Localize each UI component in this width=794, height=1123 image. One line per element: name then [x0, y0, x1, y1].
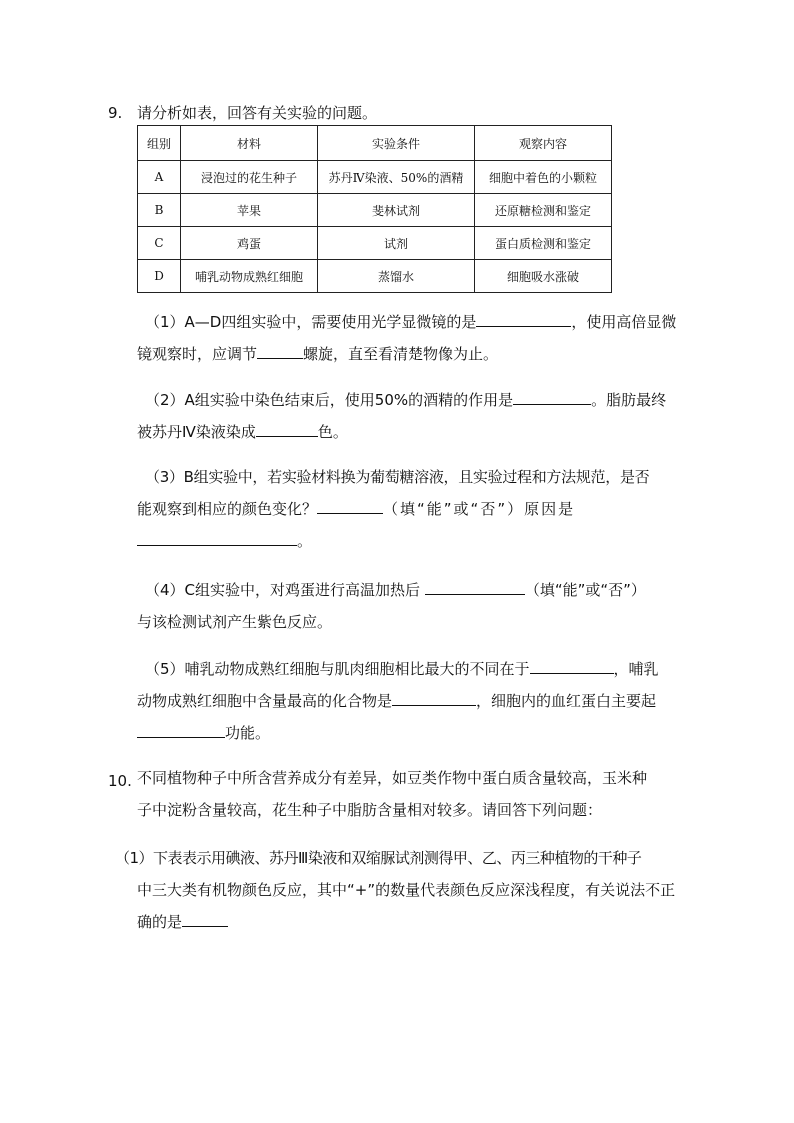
answer-blank[interactable] — [256, 418, 318, 437]
table-cell: D — [138, 260, 181, 293]
q10-part-1 — [115, 842, 705, 938]
q9-part-3-text: 。 — [297, 532, 313, 550]
table-row — [138, 161, 612, 194]
answer-blank[interactable] — [137, 719, 225, 738]
table-cell: 还原糖检测和鉴定 — [475, 194, 612, 227]
answer-blank[interactable] — [476, 308, 571, 327]
table-cell: 浸泡过的花生种子 — [181, 161, 318, 194]
q9-part-2 — [137, 384, 697, 448]
answer-blank[interactable] — [392, 687, 476, 706]
table-cell: B — [138, 194, 181, 227]
q9-part-1 — [137, 306, 697, 370]
table-header-row — [138, 126, 612, 161]
table-cell: 哺乳动物成熟红细胞 — [181, 260, 318, 293]
answer-blank[interactable] — [137, 527, 297, 546]
table-cell: C — [138, 227, 181, 260]
question-10-stem-line: 不同植物种子中所含营养成分有差异，如豆类作物中蛋白质含量较高，玉米种 — [137, 769, 648, 787]
table-row — [138, 260, 612, 293]
q9-part-1-text: （1）A—D四组实验中，需要使用光学显微镜的是 — [145, 313, 477, 331]
question-10-stem-line: 子中淀粉含量较高，花生种子中脂肪含量相对较多。请回答下列问题： — [137, 801, 603, 819]
q9-part-4-text: 与该检测试剂产生紫色反应。 — [137, 613, 333, 631]
answer-blank[interactable] — [257, 340, 303, 359]
question-9-stem: 请分析如表，回答有关实验的问题。 — [137, 104, 378, 122]
q9-part-3 — [137, 461, 697, 557]
table-header-cell: 组别 — [138, 126, 181, 161]
q9-part-3-text: （填“能”或“否”）原因是 — [383, 500, 576, 518]
q9-part-2-text: （2）A组实验中染色结束后，使用50%的酒精的作用是 — [145, 391, 514, 409]
experiment-table — [137, 125, 612, 293]
table-cell: 试剂 — [318, 227, 475, 260]
q9-part-5-text: 动物成熟红细胞中含量最高的化合物是 — [137, 692, 393, 710]
table-row — [138, 194, 612, 227]
table-cell: 蒸馏水 — [318, 260, 475, 293]
q9-part-3-text: 能观察到相应的颜色变化？ — [137, 500, 318, 518]
q9-part-5-text: 功能。 — [225, 724, 271, 742]
answer-blank[interactable] — [182, 908, 228, 927]
q10-part-1-text: 中三大类有机物颜色反应，其中“+”的数量代表颜色反应深浅程度，有关说法不正 — [137, 881, 676, 899]
q9-part-4-text: （4）C组实验中，对鸡蛋进行高温加热后 — [145, 581, 421, 599]
q9-part-3-text: （3）B组实验中，若实验材料换为葡萄糖溶液，且实验过程和方法规范，是否 — [145, 468, 650, 486]
q10-part-1-text: （1）下表表示用碘液、苏丹Ⅲ染液和双缩脲试剂测得甲、乙、丙三种植物的干种子 — [115, 849, 642, 867]
q9-part-1-text: 螺旋，直至看清楚物像为止。 — [303, 345, 499, 363]
table-header-cell: 观察内容 — [475, 126, 612, 161]
q9-part-4-text: （填“能”或“否”） — [524, 581, 646, 599]
question-10-number: 10. — [108, 772, 132, 790]
table-cell: 细胞吸水涨破 — [475, 260, 612, 293]
q9-part-5-text: ，哺乳 — [613, 660, 659, 678]
table-cell: A — [138, 161, 181, 194]
table-row — [138, 227, 612, 260]
question-10-stem — [137, 762, 697, 826]
q10-part-1-text: 确的是 — [137, 913, 183, 931]
q9-part-2-text: 色。 — [317, 423, 348, 441]
q9-part-4 — [137, 574, 707, 638]
q9-part-2-text: 被苏丹Ⅳ染液染成 — [137, 423, 256, 441]
q9-part-5-text: ，细胞内的血红蛋白主要起 — [476, 692, 657, 710]
table-cell: 细胞中着色的小颗粒 — [475, 161, 612, 194]
q9-part-5-text: （5）哺乳动物成熟红细胞与肌肉细胞相比最大的不同在于 — [145, 660, 530, 678]
answer-blank[interactable] — [513, 386, 591, 405]
q9-part-1-text: ，使用高倍显微 — [571, 313, 677, 331]
q9-part-2-text: 。脂肪最终 — [591, 391, 667, 409]
table-cell: 蛋白质检测和鉴定 — [475, 227, 612, 260]
table-cell: 苏丹Ⅳ染液、50%的酒精 — [318, 161, 475, 194]
question-9-number: 9. — [108, 104, 123, 122]
q9-part-5 — [137, 653, 697, 749]
table-header-cell: 材料 — [181, 126, 318, 161]
table-header-cell: 实验条件 — [318, 126, 475, 161]
answer-blank[interactable] — [530, 655, 614, 674]
table-cell: 鸡蛋 — [181, 227, 318, 260]
q9-part-1-text: 镜观察时，应调节 — [137, 345, 258, 363]
table-cell: 斐林试剂 — [318, 194, 475, 227]
answer-blank[interactable] — [317, 495, 383, 514]
table-cell: 苹果 — [181, 194, 318, 227]
answer-blank[interactable] — [425, 576, 525, 595]
